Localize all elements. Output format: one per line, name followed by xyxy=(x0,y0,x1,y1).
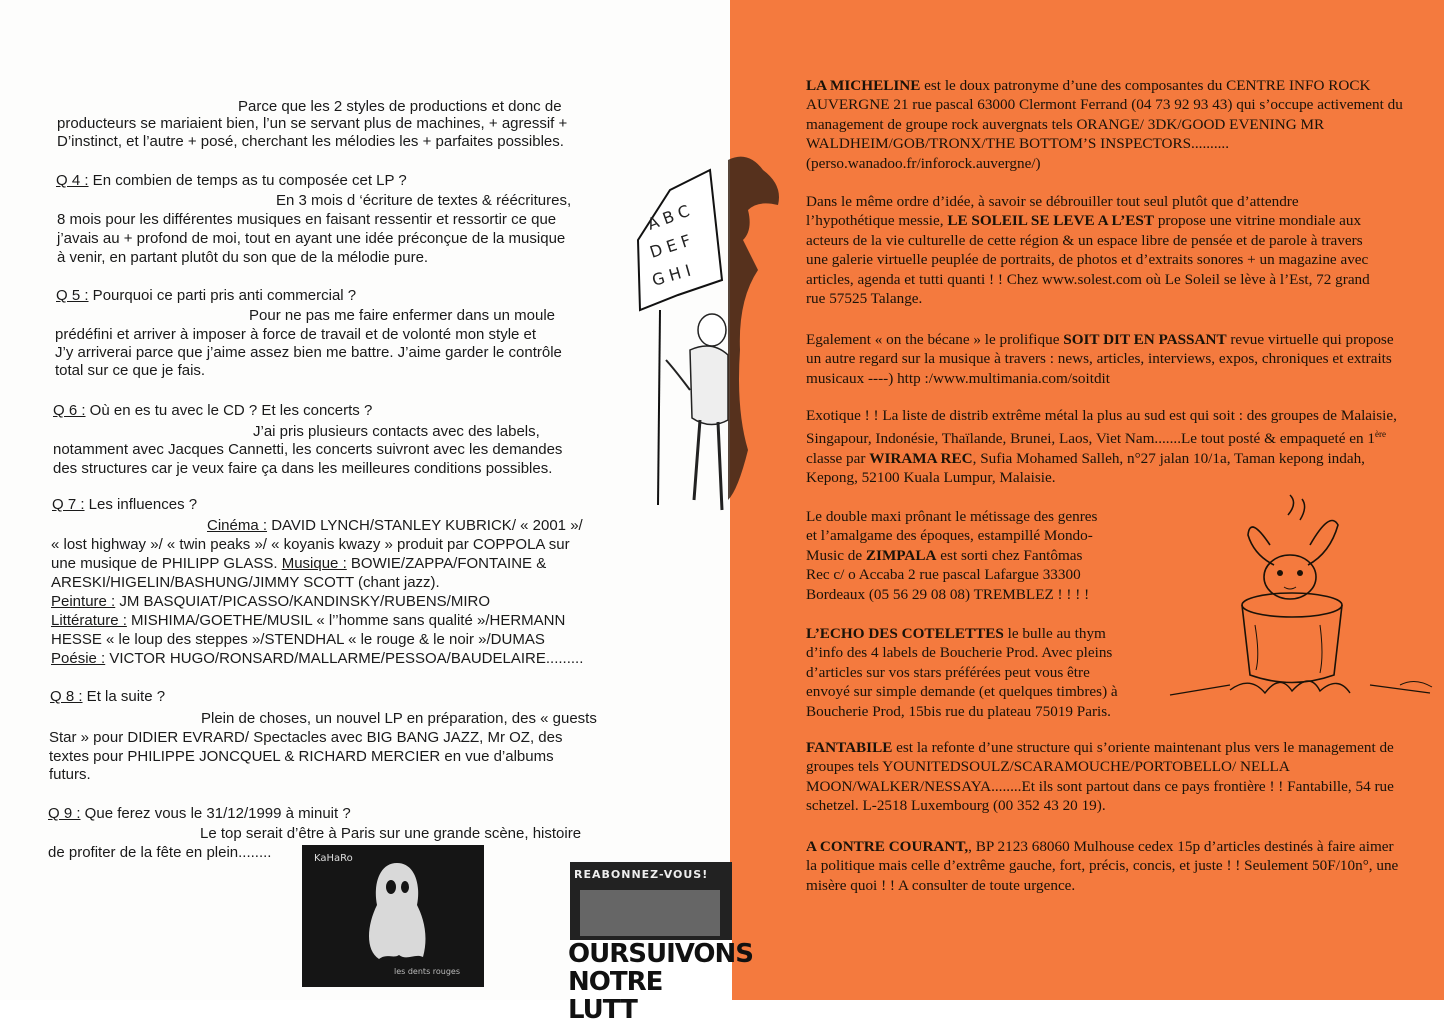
litterature-label: Littérature : xyxy=(51,612,127,629)
protest-poster-photo xyxy=(568,862,753,1025)
paragraph-line xyxy=(806,546,1206,565)
poster-top-text: REABONNEZ-VOUS! xyxy=(574,868,709,881)
answer-line: notamment avec Jacques Cannetti, les concerts suivront avec les demandes xyxy=(53,441,563,458)
poesie-label: Poésie : xyxy=(51,650,106,667)
question-q8 xyxy=(50,688,165,706)
paragraph-line: Le double maxi prônant le métissage des genres xyxy=(806,508,1098,525)
cover-title: KaHaRo xyxy=(314,853,353,864)
paragraph-line: d’articles sur vos stars préférées peut vous être xyxy=(806,663,1090,681)
answer-line: prédéfini et arriver à imposer à force de travail et de volonté mon style et xyxy=(55,326,537,343)
peinture-text: JM BASQUIAT/PICASSO/KANDINSKY/RUBENS/MIRO xyxy=(115,593,491,610)
answer-line: futurs. xyxy=(49,766,91,783)
question-label: Q 5 : xyxy=(56,287,89,304)
question-text: En combien de temps as tu composée cet LP ? xyxy=(88,172,407,189)
question-q6 xyxy=(53,402,372,420)
paragraph-line: et l’amalgame des époques, estampillé Mondo- xyxy=(806,527,1093,545)
rabbit-in-pot-illustration xyxy=(1170,495,1440,710)
question-q7 xyxy=(52,496,197,514)
answer-line: total sur ce que je fais. xyxy=(55,362,206,379)
org-name: A CONTRE COURANT, xyxy=(806,838,969,855)
question-label: Q 9 : xyxy=(48,805,81,822)
paragraph-zimpala xyxy=(806,507,1206,604)
answer-line: Plein de choses, un nouvel LP en préparation, des « guests xyxy=(201,710,597,727)
question-label: Q 6 : xyxy=(53,402,86,419)
paragraph-text: propose une vitrine mondiale aux acteurs de la vie culturelle de cette région & un espace libre de pensée et de parole à travers une galerie virtuelle peuplée de portraits, de photos et d’extraits sonores + un magazine avec articles, agenda et tutti quanti ! ! Chez www.solest.com où Le Soleil se lève à l’Est, 72 grand rue 57525 Talange. xyxy=(806,212,1370,308)
intro-line: Parce que les 2 styles de productions et donc de xyxy=(238,98,562,115)
question-text: Où en es tu avec le CD ? Et les concerts ? xyxy=(85,402,373,419)
paragraph-line: Boucherie Prod, 15bis rue du plateau 75019 Paris. xyxy=(806,702,1111,720)
answer-line: 8 mois pour les différentes musiques en faisant ressentir et ressortir ce que xyxy=(57,211,557,228)
org-name: LE SOLEIL SE LEVE A L’EST xyxy=(947,212,1155,230)
paragraph-text: Exotique ! ! La liste de distrib extrême métal la plus au sud est qui soit : des groupes de Malaisie, Singapour, Indonésie, Thaïlande, Brunei, Laos, Viet Nam.......Le tout posté & empaqueté en 1 xyxy=(806,407,1397,448)
silhouette-shadow-illustration xyxy=(728,150,788,510)
influence-line xyxy=(207,517,583,535)
cover-caption: les dents rouges xyxy=(394,967,461,976)
paragraph-micheline xyxy=(806,76,1406,173)
answer-line: de profiter de la fête en plein........ xyxy=(48,844,272,861)
intro-line: D’instinct, et l’autre + posé, cherchant les mélodies les + parfaites possibles. xyxy=(57,133,564,150)
paragraph-text: est la refonte d’une structure qui s’oriente maintenant plus vers le management de groupes tels YOUNITEDSOULZ/SCARAMOUCHE/PORTOBELLO/ NELLA MOON/WALKER/NESSAYA........Et ils sont partout dans ce pays frontière ! ! Fantabille, 54 rue schetzel. L-2518 Luxembourg (00 352 43 20 19). xyxy=(806,739,1394,815)
answer-line: Pour ne pas me faire enfermer dans un moule xyxy=(249,307,555,324)
influence-line xyxy=(51,555,546,573)
poster-shop-front xyxy=(580,890,720,936)
kaharo-album-cover xyxy=(302,845,484,987)
paragraph-soit-dit xyxy=(806,330,1406,388)
answer-line: Le top serait d’être à Paris sur une grande scène, histoire xyxy=(200,825,582,842)
poster-line: NOTRE LUTT xyxy=(568,967,663,1025)
question-q9 xyxy=(48,805,351,823)
paragraph-text: Dans le même ordre d’idée, à savoir se débrouiller tout seul plutôt que d’attendre l’hypothétique messie, xyxy=(806,193,1299,230)
answer-line: des structures car je veux faire ça dans les meilleures conditions possibles. xyxy=(53,460,553,477)
paragraph-text: Music de xyxy=(806,546,866,564)
paragraph-text: , BP 2123 68060 Mulhouse cedex 15p d’articles destinés à faire aimer la politique mais celle d’extrême gauche, fort, précis, concis, et juste ! ! Seulement 50F/10n°, une misère quoi ! ! A consulter de toute urgence. xyxy=(806,838,1399,894)
poster-banner xyxy=(568,939,753,1025)
question-q5 xyxy=(56,287,356,305)
influence-line xyxy=(51,593,490,611)
cinema-text: DAVID LYNCH/STANLEY KUBRICK/ « 2001 »/ xyxy=(267,517,583,534)
ghost-figure-icon xyxy=(357,855,437,965)
sign-letters: D E F xyxy=(647,230,694,262)
superscript: ère xyxy=(1375,429,1387,440)
org-name: WIRAMA REC xyxy=(869,449,973,467)
musique-label: Musique : xyxy=(281,555,347,572)
paragraph-text: est sorti chez Fantômas xyxy=(936,546,1083,564)
paragraph-echo-cotelettes xyxy=(806,624,1206,721)
poesie-text: VICTOR HUGO/RONSARD/MALLARME/PESSOA/BAUDELAIRE......... xyxy=(105,650,584,667)
paragraph-soleil xyxy=(806,192,1376,308)
cinema-label: Cinéma : xyxy=(207,517,268,534)
intro-line: producteurs se mariaient bien, l’un se servant plus de machines, + agressif + xyxy=(57,115,568,132)
answer-line: textes pour PHILIPPE JONCQUEL & RICHARD MERCIER en vue d’albums xyxy=(49,748,554,765)
paragraph-line: Rec c/ o Accaba 2 rue pascal Lafargue 33300 xyxy=(806,566,1081,584)
paragraph-contre-courant xyxy=(806,837,1406,895)
paragraph-wirama xyxy=(806,406,1406,488)
paragraph-line xyxy=(806,624,1206,643)
answer-line: En 3 mois d ‘écriture de textes & réécritures, xyxy=(276,192,572,209)
question-text: Et la suite ? xyxy=(82,688,166,705)
sign-letters: G H I xyxy=(649,260,693,290)
paragraph-line: envoyé sur simple demande (et quelques timbres) à xyxy=(806,683,1118,701)
influence-text: une musique de PHILIPP GLASS. xyxy=(51,555,282,572)
answer-line: Star » pour DIDIER EVRARD/ Spectacles avec BIG BANG JAZZ, Mr OZ, des xyxy=(49,729,563,746)
paragraph-line: d’info des 4 labels de Boucherie Prod. Avec pleins xyxy=(806,644,1113,662)
influence-line xyxy=(51,612,565,630)
answer-line: J’y arriverai parce que j’aime assez bien me battre. J’aime garder le contrôle xyxy=(55,344,562,361)
question-label: Q 8 : xyxy=(50,688,83,705)
paragraph-line: Bordeaux (05 56 29 08 08) TREMBLEZ ! ! ! ! xyxy=(806,585,1090,603)
paragraph-text: est le doux patronyme d’une des composantes du CENTRE INFO ROCK AUVERGNE 21 rue pascal 63000 Clermont Ferrand (04 73 92 93 43) qui s’occupe activement du management de groupe rock auvergnats tels ORANGE/ 3DK/GOOD EVENING MR WALDHEIM/GOB/TRONX/THE BOTTOM’S INSPECTORS..........(perso.wanadoo.fr/inforock.auvergne/) xyxy=(806,77,1403,172)
paragraph-text: classe par xyxy=(806,449,870,467)
paragraph-text: Egalement « on the bécane » le prolifique xyxy=(806,331,1064,348)
org-name: L’ECHO DES COTELETTES xyxy=(806,625,1004,642)
org-name: LA MICHELINE xyxy=(806,77,921,94)
influence-line: HESSE « le loup des steppes »/STENDHAL « le rouge & le noir »/DUMAS xyxy=(51,631,545,648)
question-text: Que ferez vous le 31/12/1999 à minuit ? xyxy=(80,805,351,822)
answer-line: j’avais au + profond de moi, tout en ayant une idée préconçue de la musique xyxy=(57,230,566,247)
peinture-label: Peinture : xyxy=(51,593,116,610)
answer-line: J’ai pris plusieurs contacts avec des labels, xyxy=(253,423,540,440)
paragraph-text: , Sufia Mohamed Salleh, n°27 jalan 10/1a, Taman kepong indah, Kepong, 52100 Kuala Lumpur, Malaisie. xyxy=(806,449,1365,487)
question-label: Q 4 : xyxy=(56,172,89,189)
sign-letters: A B C xyxy=(644,201,693,234)
org-name: ZIMPALA xyxy=(865,546,937,564)
poster-line: OURSUIVONS xyxy=(568,939,753,969)
question-text: Pourquoi ce parti pris anti commercial ? xyxy=(88,287,357,304)
litterature-text: MISHIMA/GOETHE/MUSIL « l’’homme sans qualité »/HERMANN xyxy=(126,612,566,629)
influence-text: BOWIE/ZAPPA/FONTAINE & xyxy=(346,555,547,572)
question-label: Q 7 : xyxy=(52,496,85,513)
answer-line: à venir, en partant plutôt du son que de la mélodie pure. xyxy=(57,249,429,266)
influence-line: ARESKI/HIGELIN/BASHUNG/JIMMY SCOTT (chant jazz). xyxy=(51,574,440,591)
paragraph-text: le bulle au thym xyxy=(1003,625,1106,642)
question-text: Les influences ? xyxy=(84,496,198,513)
paragraph-fantabile xyxy=(806,738,1406,816)
influence-line: « lost highway »/ « twin peaks »/ « koyanis kwazy » produit par COPPOLA sur xyxy=(51,536,570,553)
influence-line xyxy=(51,650,583,668)
org-name: FANTABILE xyxy=(806,739,893,756)
figure-with-sign-illustration xyxy=(630,160,730,540)
paragraph-text: revue virtuelle qui propose un autre regard sur la musique à travers : news, articles, interviews, expos, chroniques et extraits musicaux ----) http :/www.multimania.com/soitdit xyxy=(806,331,1394,387)
org-name: SOIT DIT EN PASSANT xyxy=(1063,331,1227,348)
question-q4 xyxy=(56,172,407,190)
